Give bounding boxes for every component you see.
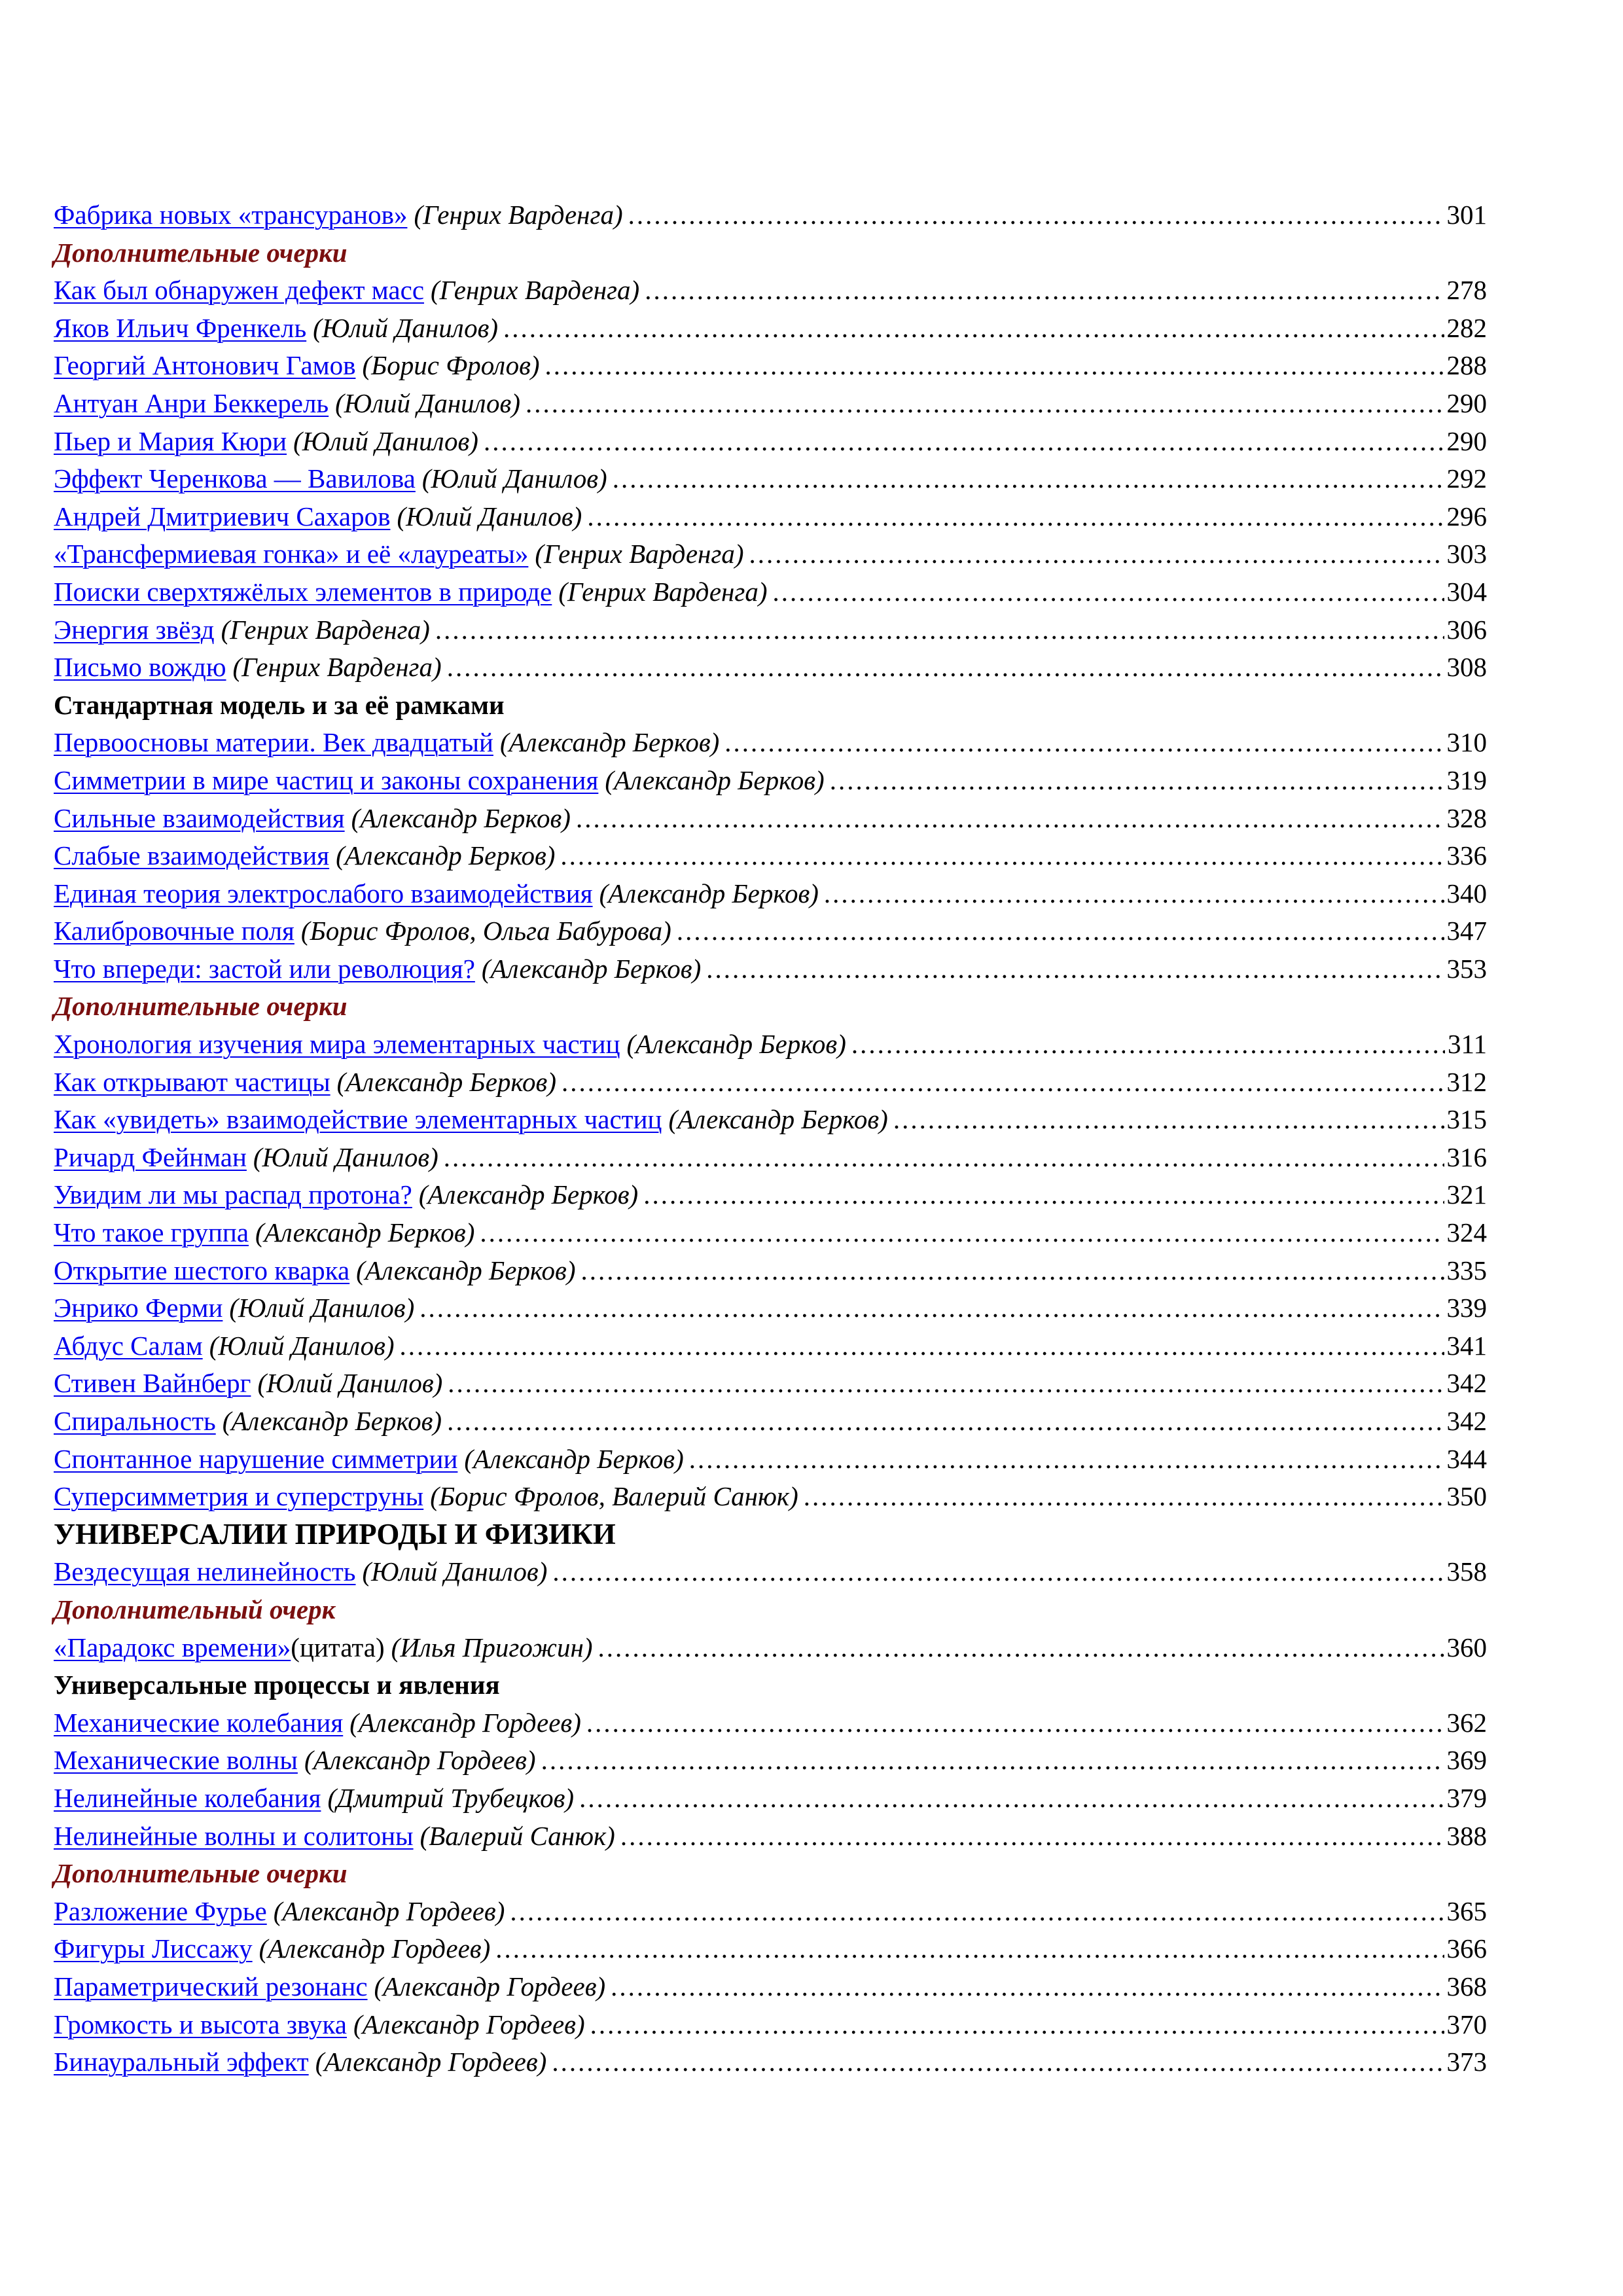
toc-entry-author: (Генрих Варденга)	[558, 576, 768, 607]
toc-entry-link[interactable]: Как был обнаружен дефект масс	[54, 275, 425, 306]
toc-entry-link[interactable]: Увидим ли мы распад протона?	[54, 1179, 412, 1210]
dot-leader	[724, 724, 1444, 762]
toc-entry-author: (Александр Берков)	[418, 1179, 639, 1210]
toc-entry	[54, 2006, 1487, 2044]
toc-entry-author: (Александр Берков)	[351, 802, 571, 833]
toc-entry	[54, 1403, 1487, 1441]
toc-entry-link[interactable]: «Трансфермиевая гонка» и её «лауреаты»	[54, 539, 529, 569]
toc-entry-author: (Александр Гордеев)	[374, 1971, 606, 2001]
toc-entry	[54, 1176, 1487, 1214]
toc-entry-link[interactable]: Стивен Вайнберг	[54, 1368, 251, 1399]
dot-leader	[613, 460, 1444, 498]
dot-leader	[689, 1441, 1444, 1479]
toc-entry-author: (Генрих Варденга)	[431, 275, 640, 306]
toc-entry-author: (Александр Берков)	[599, 878, 819, 908]
toc-entry-author: (Александр Гордеев)	[353, 2009, 585, 2039]
toc-entry-author: (Борис Фролов)	[362, 350, 540, 381]
toc-entry-author: (Александр Берков)	[336, 840, 556, 871]
toc-entry-author: (Александр Берков)	[336, 1066, 556, 1097]
toc-entry	[54, 611, 1487, 649]
toc-entry-author: (Дмитрий Трубецков)	[327, 1782, 575, 1813]
toc-entry-link[interactable]: Спиральность	[54, 1406, 216, 1436]
toc-entry	[54, 1101, 1487, 1139]
part-heading: УНИВЕРСАЛИИ ПРИРОДЫ И ФИЗИКИ	[54, 1517, 616, 1551]
toc-entry	[54, 837, 1487, 875]
toc-entry-author: (Генрих Варденга)	[221, 614, 430, 645]
toc-entry-link[interactable]: Разложение Фурье	[54, 1895, 267, 1926]
toc-entry-link[interactable]: Что такое группа	[54, 1217, 249, 1248]
toc-entry	[54, 875, 1487, 913]
toc-entry	[54, 310, 1487, 348]
dot-leader	[677, 912, 1444, 950]
dot-leader	[510, 1893, 1444, 1931]
toc-entry-link[interactable]: Энрико Ферми	[54, 1293, 223, 1323]
toc-entry-link[interactable]: Симметрии в мире частиц и законы сохранения	[54, 764, 599, 795]
toc-entry-page: 328	[1446, 802, 1487, 833]
toc-entry-page: 347	[1446, 916, 1487, 946]
toc-entry	[54, 1252, 1487, 1290]
toc-entry-page: 315	[1446, 1104, 1487, 1135]
toc-entry-page: 310	[1446, 727, 1487, 758]
section-heading: Универсальные процессы и явления	[54, 1670, 500, 1700]
toc-entry-link[interactable]: Как открывают частицы	[54, 1066, 330, 1097]
toc-entry-link[interactable]: Андрей Дмитриевич Сахаров	[54, 501, 391, 531]
toc-entry-link[interactable]: Что впереди: застой или революция?	[54, 953, 475, 984]
dot-leader	[562, 1064, 1444, 1102]
toc-entry-link[interactable]: Нелинейные волны и солитоны	[54, 1820, 414, 1851]
toc-entry-page: 388	[1446, 1820, 1487, 1851]
toc-entry	[54, 1704, 1487, 1742]
toc-entry	[54, 272, 1487, 310]
toc-entry-link[interactable]: Калибровочные поля	[54, 916, 294, 946]
toc-entry-page: 340	[1446, 878, 1487, 908]
toc-entry-page: 308	[1446, 652, 1487, 683]
dot-leader	[541, 1742, 1444, 1780]
dot-leader	[590, 2006, 1444, 2044]
toc-entry-author: (Александр Берков)	[481, 953, 702, 984]
dot-leader	[576, 800, 1444, 838]
toc-entry-page: 296	[1446, 501, 1487, 531]
toc-entry-author: (Юлий Данилов)	[362, 1556, 548, 1587]
toc-entry-link[interactable]: Сильные взаимодействия	[54, 802, 345, 833]
dot-leader	[503, 310, 1444, 348]
toc-entry	[54, 535, 1487, 573]
toc-entry-link[interactable]: Ричард Фейнман	[54, 1141, 247, 1172]
toc-entry-link[interactable]: Фабрика новых «трансуранов»	[54, 200, 408, 230]
toc-entry-author: (Александр Гордеев)	[273, 1895, 505, 1926]
toc-entry-page: 342	[1446, 1406, 1487, 1436]
toc-entry-link[interactable]: Нелинейные колебания	[54, 1782, 321, 1813]
dot-leader	[706, 950, 1444, 988]
toc-entry-page: 282	[1446, 312, 1487, 343]
toc-entry	[54, 1968, 1487, 2006]
dot-leader	[545, 347, 1444, 385]
toc-entry-link[interactable]: Спонтанное нарушение симметрии	[54, 1443, 458, 1474]
toc-entry-link[interactable]: Единая теория электрослабого взаимодействия	[54, 878, 593, 908]
toc-entry	[54, 196, 1487, 234]
dot-leader	[643, 1176, 1444, 1214]
toc-entry-page: 278	[1446, 275, 1487, 306]
toc-entry-link[interactable]: Антуан Анри Беккерель	[54, 387, 329, 418]
toc-entry	[54, 1742, 1487, 1780]
toc-entry-page: 353	[1446, 953, 1487, 984]
toc-entry-link[interactable]: Абдус Салам	[54, 1330, 203, 1361]
toc-entry-link[interactable]: Георгий Антонович Гамов	[54, 350, 356, 381]
dot-leader	[611, 1968, 1444, 2006]
toc-entry-author: (Александр Гордеев)	[315, 2047, 547, 2077]
toc-entry	[54, 385, 1487, 423]
toc-entry	[54, 1064, 1487, 1102]
toc-entry-link[interactable]: Механические волны	[54, 1745, 298, 1776]
dot-leader	[804, 1478, 1444, 1516]
toc-entry	[54, 1893, 1487, 1931]
dot-leader	[560, 837, 1444, 875]
toc-entry-page: 290	[1446, 425, 1487, 456]
toc-entry	[54, 1818, 1487, 1856]
dot-leader	[552, 1553, 1444, 1591]
dot-leader	[586, 1704, 1444, 1742]
table-of-contents	[54, 196, 1487, 2081]
toc-entry-author: (Юлий Данилов)	[397, 501, 582, 531]
toc-entry-link[interactable]: Суперсимметрия и суперструны	[54, 1481, 424, 1512]
toc-entry	[54, 1478, 1487, 1516]
dot-leader	[628, 196, 1444, 234]
dot-leader	[480, 1214, 1444, 1252]
toc-entry-page: 341	[1446, 1330, 1487, 1361]
toc-entry-page: 312	[1446, 1066, 1487, 1097]
toc-entry-author: (Александр Берков)	[626, 1029, 846, 1060]
dot-leader	[419, 1289, 1444, 1327]
toc-entry-link[interactable]: Письмо вождю	[54, 652, 226, 683]
toc-entry	[54, 460, 1487, 498]
toc-entry-link[interactable]: Как «увидеть» взаимодействие элементарных частиц	[54, 1104, 662, 1135]
toc-entry-page: 316	[1446, 1141, 1487, 1172]
dot-leader	[645, 272, 1444, 310]
toc-entry	[54, 1930, 1487, 1968]
toc-entry	[54, 2043, 1487, 2081]
toc-entry-page: 373	[1446, 2047, 1487, 2077]
subsection-heading: Дополнительные очерки	[54, 1858, 348, 1889]
toc-entry-page: 319	[1446, 764, 1487, 795]
toc-entry-page: 379	[1446, 1782, 1487, 1813]
dot-leader	[495, 1930, 1444, 1968]
toc-entry-link[interactable]: «Парадокс времени»	[54, 1632, 291, 1662]
toc-entry-note: (цитата)	[291, 1632, 385, 1662]
toc-entry-link[interactable]: Вездесущая нелинейность	[54, 1556, 356, 1587]
toc-entry	[54, 1629, 1487, 1667]
toc-entry-page: 303	[1446, 539, 1487, 569]
toc-entry	[54, 1026, 1487, 1064]
toc-entry	[54, 724, 1487, 762]
dot-leader	[447, 1403, 1444, 1441]
toc-entry-link[interactable]: Пьер и Мария Кюри	[54, 425, 287, 456]
toc-entry-author: (Илья Пригожин)	[391, 1632, 593, 1662]
toc-entry	[54, 762, 1487, 800]
toc-entry-link[interactable]: Открытие шестого кварка	[54, 1255, 350, 1285]
toc-entry-author: (Александр Гордеев)	[259, 1933, 491, 1964]
section-heading: Стандартная модель и за её рамками	[54, 689, 505, 720]
dot-leader	[773, 573, 1444, 611]
toc-entry-author: (Александр Берков)	[255, 1217, 475, 1248]
toc-entry-author: (Юлий Данилов)	[253, 1141, 438, 1172]
toc-entry-page: 301	[1446, 200, 1487, 230]
toc-entry-link[interactable]: Первоосновы материи. Век двадцатый	[54, 727, 493, 758]
toc-entry-page: 288	[1446, 350, 1487, 381]
toc-entry-page: 290	[1446, 387, 1487, 418]
dot-leader	[400, 1327, 1444, 1365]
toc-entry-link[interactable]: Громкость и высота звука	[54, 2009, 347, 2039]
dot-leader	[435, 611, 1444, 649]
toc-entry-page: 369	[1446, 1745, 1487, 1776]
toc-entry-author: (Александр Гордеев)	[304, 1745, 536, 1776]
toc-entry-author: (Юлий Данилов)	[421, 463, 607, 494]
toc-entry	[54, 573, 1487, 611]
toc-entry	[54, 423, 1487, 461]
toc-entry-author: (Генрих Варденга)	[535, 539, 744, 569]
toc-entry-author: (Юлий Данилов)	[293, 425, 478, 456]
toc-entry-link[interactable]: Бинауральный эффект	[54, 2047, 309, 2077]
toc-entry-link[interactable]: Хронология изучения мира элементарных частиц	[54, 1029, 620, 1060]
dot-leader	[448, 1365, 1444, 1403]
toc-entry-page: 321	[1446, 1179, 1487, 1210]
toc-entry-page: 368	[1446, 1971, 1487, 2001]
toc-entry-link[interactable]: Параметрический резонанс	[54, 1971, 368, 2001]
toc-entry	[54, 1327, 1487, 1365]
toc-entry	[54, 347, 1487, 385]
dot-leader	[484, 423, 1444, 461]
toc-entry-link[interactable]: Энергия звёзд	[54, 614, 215, 645]
dot-leader	[749, 535, 1444, 573]
toc-entry	[54, 1214, 1487, 1252]
toc-entry-page: 344	[1446, 1443, 1487, 1474]
toc-entry	[54, 912, 1487, 950]
toc-entry-page: 336	[1446, 840, 1487, 871]
toc-entry-page: 335	[1446, 1255, 1487, 1285]
toc-entry-page: 324	[1446, 1217, 1487, 1248]
toc-entry-link[interactable]: Механические колебания	[54, 1707, 344, 1738]
toc-entry-page: 362	[1446, 1707, 1487, 1738]
toc-entry	[54, 1780, 1487, 1818]
dot-leader	[580, 1252, 1444, 1290]
toc-entry	[54, 1289, 1487, 1327]
toc-entry-author: (Александр Берков)	[605, 764, 825, 795]
toc-entry-link[interactable]: Яков Ильич Френкель	[54, 312, 307, 343]
dot-leader	[893, 1101, 1444, 1139]
dot-leader	[851, 1026, 1445, 1064]
toc-entry-link[interactable]: Слабые взаимодействия	[54, 840, 330, 871]
toc-entry	[54, 1553, 1487, 1591]
toc-entry-author: (Александр Берков)	[668, 1104, 888, 1135]
toc-entry-author: (Борис Фролов, Валерий Санюк)	[430, 1481, 798, 1512]
toc-entry	[54, 800, 1487, 838]
toc-entry-author: (Юлий Данилов)	[313, 312, 499, 343]
dot-leader	[552, 2043, 1444, 2081]
toc-entry-author: (Александр Берков)	[464, 1443, 684, 1474]
toc-entry-author: (Александр Гордеев)	[349, 1707, 581, 1738]
toc-entry-page: 350	[1446, 1481, 1487, 1512]
toc-entry-author: (Александр Берков)	[222, 1406, 442, 1436]
toc-entry-page: 366	[1446, 1933, 1487, 1964]
toc-entry-author: (Юлий Данилов)	[257, 1368, 443, 1399]
dot-leader	[830, 762, 1444, 800]
dot-leader	[444, 1139, 1444, 1177]
subsection-heading: Дополнительные очерки	[54, 237, 348, 268]
toc-entry-page: 342	[1446, 1368, 1487, 1399]
toc-entry-author: (Юлий Данилов)	[229, 1293, 415, 1323]
toc-entry-page: 360	[1446, 1632, 1487, 1662]
toc-entry	[54, 1365, 1487, 1403]
toc-entry	[54, 498, 1487, 536]
toc-entry-author: (Александр Берков)	[499, 727, 720, 758]
toc-entry-author: (Юлий Данилов)	[209, 1330, 395, 1361]
toc-entry-author: (Александр Берков)	[356, 1255, 576, 1285]
toc-entry-author: (Борис Фролов, Ольга Бабурова)	[300, 916, 671, 946]
dot-leader	[526, 385, 1444, 423]
toc-entry-page: 358	[1446, 1556, 1487, 1587]
toc-entry-page: 306	[1446, 614, 1487, 645]
dot-leader	[447, 649, 1444, 687]
toc-entry-link[interactable]: Фигуры Лиссажу	[54, 1933, 253, 1964]
toc-entry	[54, 1139, 1487, 1177]
toc-entry-author: (Генрих Варденга)	[414, 200, 623, 230]
toc-entry-author: (Генрих Варденга)	[232, 652, 442, 683]
dot-leader	[587, 498, 1444, 536]
toc-entry-author: (Валерий Санюк)	[419, 1820, 615, 1851]
toc-entry-link[interactable]: Эффект Черенкова — Вавилова	[54, 463, 416, 494]
toc-entry	[54, 649, 1487, 687]
toc-entry	[54, 1441, 1487, 1479]
subsection-heading: Дополнительные очерки	[54, 991, 348, 1022]
toc-entry-author: (Юлий Данилов)	[335, 387, 520, 418]
toc-entry-link[interactable]: Поиски сверхтяжёлых элементов в природе	[54, 576, 552, 607]
dot-leader	[824, 875, 1444, 913]
dot-leader	[579, 1780, 1444, 1818]
subsection-heading: Дополнительный очерк	[54, 1594, 336, 1624]
toc-entry-page: 370	[1446, 2009, 1487, 2039]
toc-entry	[54, 950, 1487, 988]
dot-leader	[620, 1818, 1444, 1856]
toc-entry-page: 339	[1446, 1293, 1487, 1323]
toc-entry-page: 292	[1446, 463, 1487, 494]
toc-entry-page: 365	[1446, 1895, 1487, 1926]
toc-entry-page: 311	[1448, 1029, 1487, 1060]
dot-leader	[598, 1629, 1444, 1667]
toc-entry-page: 304	[1446, 576, 1487, 607]
